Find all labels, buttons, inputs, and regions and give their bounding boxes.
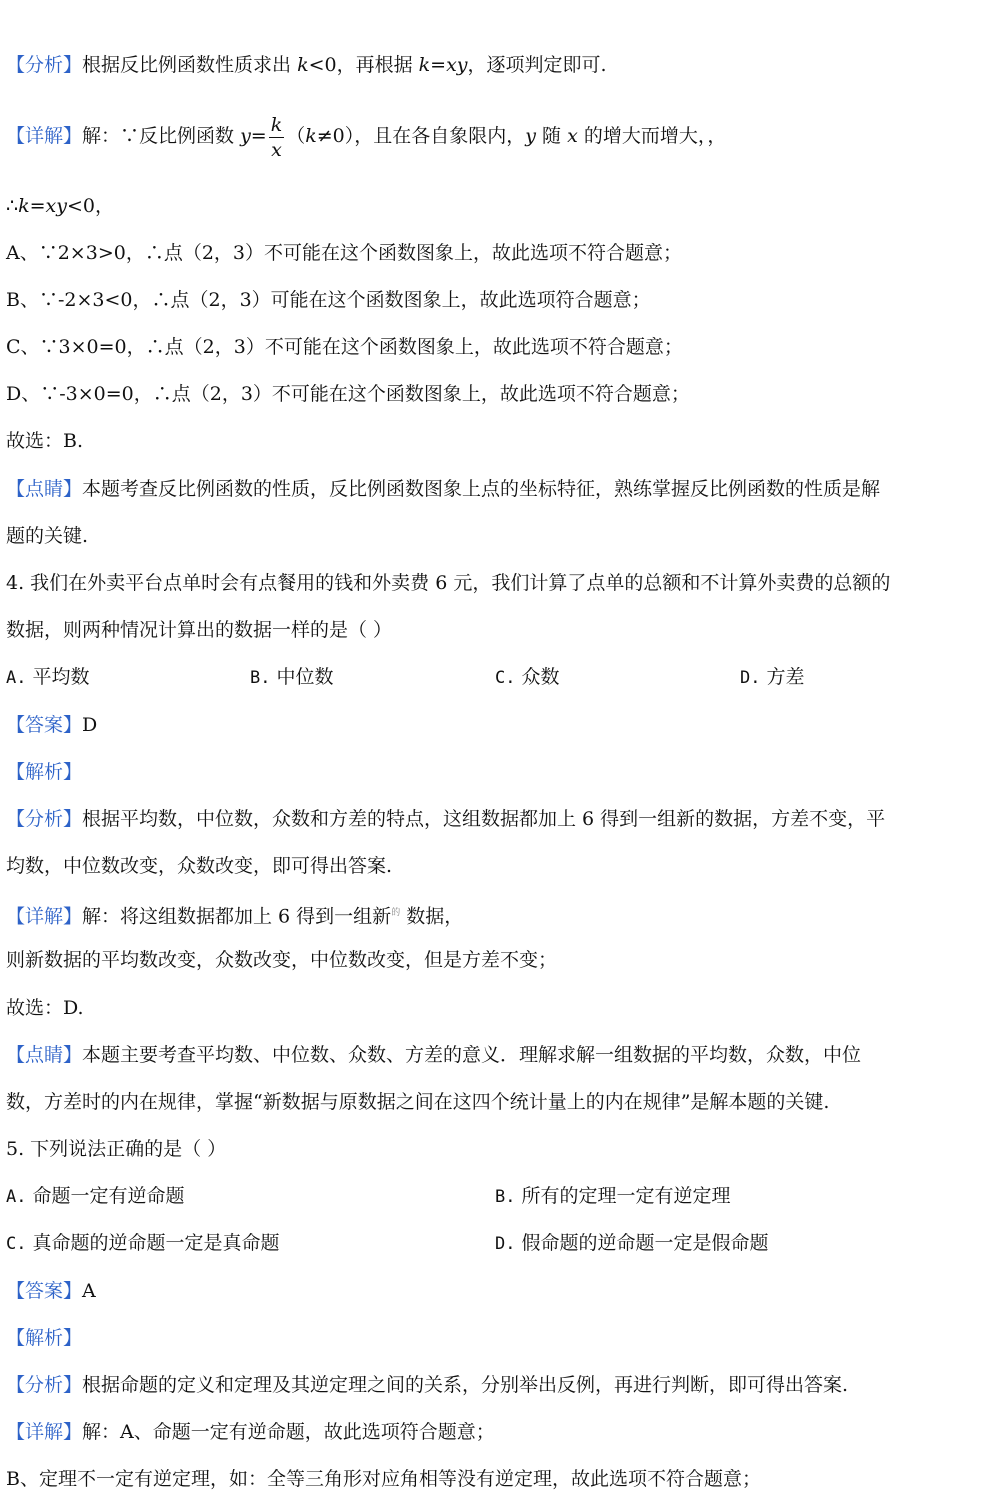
- explanation-tag: 【解析】: [6, 1327, 83, 1349]
- q4-answer: 【答案】D: [6, 714, 98, 736]
- detail-tag: 【详解】: [6, 905, 83, 928]
- q3-analysis-line: 【分析】根据反比例函数性质求出 k<0，再根据 k=xy，逐项判定即可.: [6, 54, 607, 76]
- q4-option-c: C. 众数: [495, 666, 560, 688]
- q4-comment-line-1: 【点睛】本题主要考查平均数、中位数、众数、方差的意义．理解求解一组数据的平均数，众数，中位: [6, 1044, 862, 1066]
- detail-tag: 【详解】: [6, 1421, 83, 1443]
- answer-tag: 【答案】: [6, 714, 83, 736]
- detail-tag: 【详解】: [6, 125, 83, 147]
- q5-option-a: A. 命题一定有逆命题: [6, 1185, 185, 1207]
- fraction-k-over-x: $\frac{k}{x}$: [270, 113, 283, 161]
- q3-comment-line-1: 【点睛】本题考查反比例函数的性质，反比例函数图象上点的坐标特征，熟练掌握反比例函数的性质是解: [6, 478, 881, 500]
- q4-stem-line-2: 数据，则两种情况计算出的数据一样的是（ ）: [6, 619, 393, 641]
- q4-option-b: B. 中位数: [250, 666, 334, 688]
- q5-stem: 5. 下列说法正确的是（ ）: [6, 1138, 227, 1160]
- analysis-tag: 【分析】: [6, 808, 83, 830]
- q3-detail-line: 【详解】解：∵反比例函数 y= $\frac{k}{x}$ （k≠0），且在各自象限内，y 随 x 的增大而增大，，: [6, 113, 727, 161]
- q5-option-c: C. 真命题的逆命题一定是真命题: [6, 1232, 280, 1254]
- comment-tag: 【点睛】: [6, 478, 83, 500]
- q4-detail-line-2: 则新数据的平均数改变，众数改变，中位数改变，但是方差不变；: [6, 949, 558, 971]
- q4-analysis-line-2: 均数，中位数改变，众数改变，即可得出答案.: [6, 855, 393, 877]
- q5-option-d: D. 假命题的逆命题一定是假命题: [495, 1232, 769, 1254]
- q5-analysis-line: 【分析】根据命题的定义和定理及其逆定理之间的关系，分别举出反例，再进行判断，即可得出答案.: [6, 1374, 849, 1396]
- q4-stem-line-1: 4. 我们在外卖平台点单时会有点餐用的钱和外卖费 6 元，我们计算了点单的总额和不计算外卖费的总额的: [6, 572, 891, 594]
- q4-option-a: A. 平均数: [6, 666, 90, 688]
- q5-answer: 【答案】A: [6, 1280, 96, 1302]
- q5-detail-line-1: 【详解】解：A、命题一定有逆命题，故此选项符合题意；: [6, 1421, 495, 1443]
- q3-choice: 故选：B.: [6, 430, 84, 452]
- comment-tag: 【点睛】: [6, 1044, 83, 1066]
- q4-comment-line-2: 数，方差时的内在规律，掌握“新数据与原数据之间在这四个统计量上的内在规律”是解本题的关键.: [6, 1091, 830, 1113]
- q3-option-b-check: B、∵-2×3<0，∴点（2，3）可能在这个函数图象上，故此选项符合题意；: [6, 289, 651, 311]
- q4-detail-line-1: 【详解】解：将这组数据都加上 6 得到一组新$^的$ 数据，: [6, 905, 464, 928]
- analysis-tag: 【分析】: [6, 54, 83, 76]
- q4-analysis-line-1: 【分析】根据平均数，中位数，众数和方差的特点，这组数据都加上 6 得到一组新的数据，方差不变，平: [6, 808, 886, 830]
- q3-comment-line-2: 题的关键.: [6, 525, 89, 547]
- q4-explanation-heading: [6, 759, 82, 785]
- q3-option-c-check: C、∵3×0=0，∴点（2，3）不可能在这个函数图象上，故此选项不符合题意；: [6, 336, 683, 358]
- q3-therefore-line: ∴k=xy<0，: [6, 195, 114, 217]
- q4-choice: 故选：D.: [6, 997, 84, 1019]
- q5-option-b: B. 所有的定理一定有逆定理: [495, 1185, 731, 1207]
- q5-detail-line-2: B、定理不一定有逆定理，如：全等三角形对应角相等没有逆定理，故此选项不符合题意；: [6, 1468, 761, 1490]
- q4-option-d: D. 方差: [740, 666, 805, 688]
- q3-option-a-check: A、∵2×3>0，∴点（2，3）不可能在这个函数图象上，故此选项不符合题意；: [6, 242, 683, 264]
- faint-mark: 的: [391, 908, 401, 918]
- q3-option-d-check: D、∵-3×0=0，∴点（2，3）不可能在这个函数图象上，故此选项不符合题意；: [6, 383, 690, 405]
- answer-tag: 【答案】: [6, 1280, 83, 1302]
- analysis-tag: 【分析】: [6, 1374, 83, 1396]
- explanation-tag: 【解析】: [6, 761, 83, 783]
- q5-explanation-heading: [6, 1325, 82, 1351]
